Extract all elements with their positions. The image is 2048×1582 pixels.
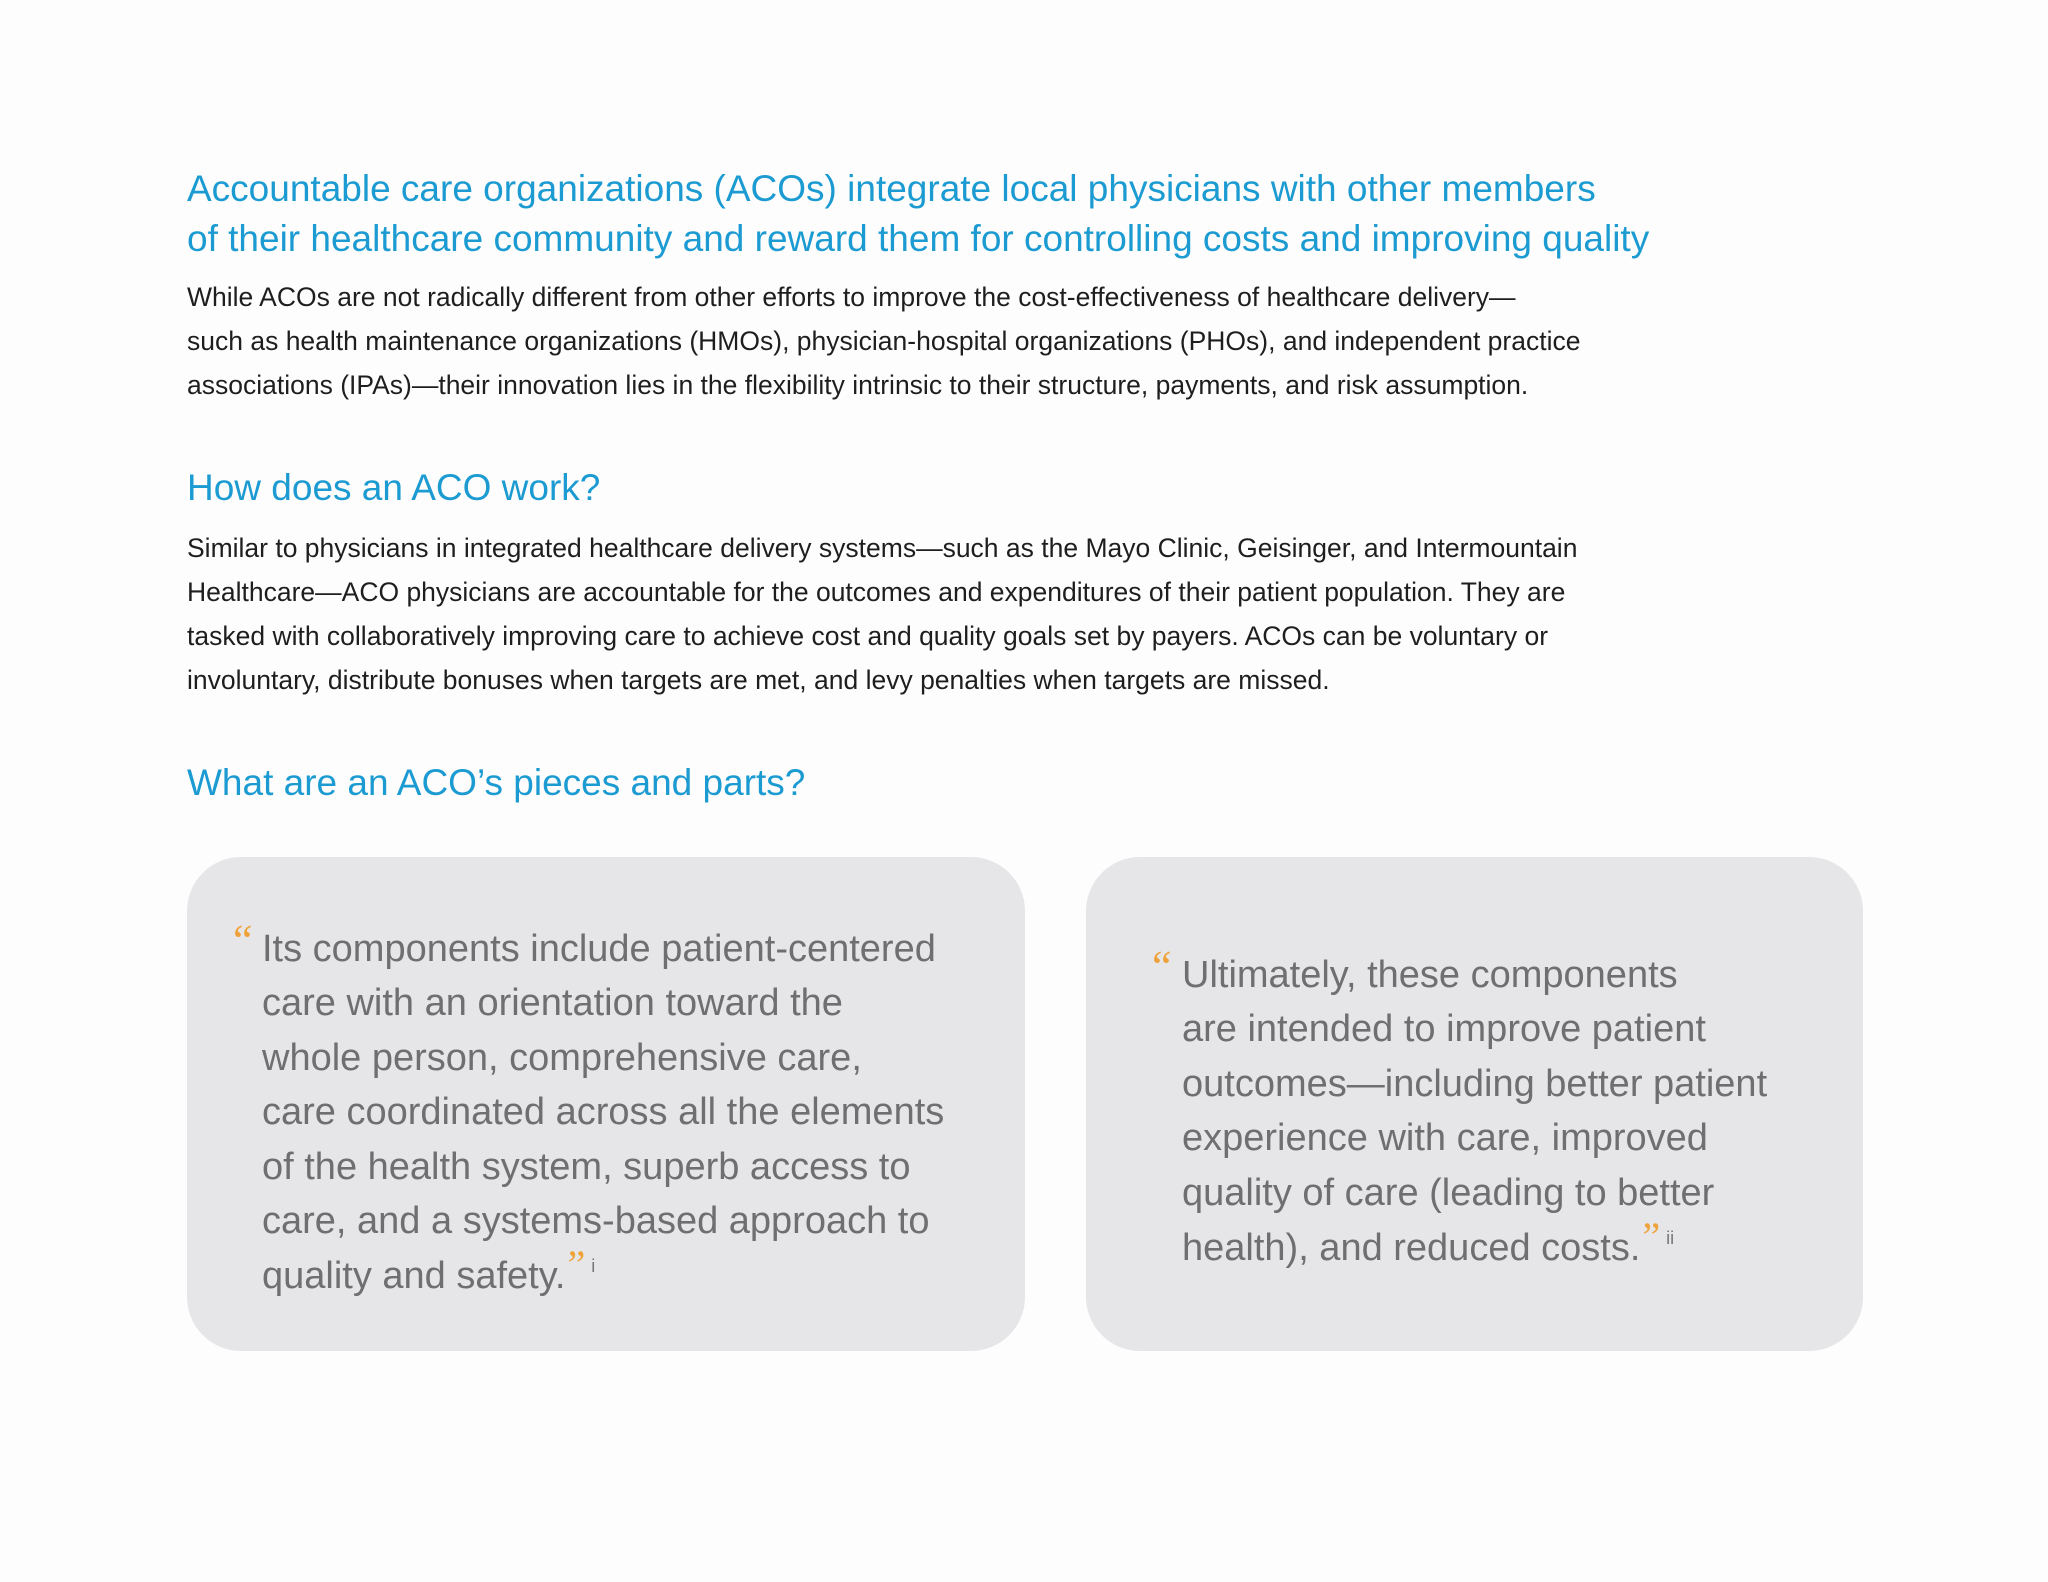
paragraph-line: While ACOs are not radically different from other efforts to improve the cost-effectiveness of healthcare delivery— <box>187 282 1516 312</box>
close-quote-mark: ” <box>1642 1214 1661 1260</box>
quote-line: quality and safety. <box>262 1255 566 1298</box>
quote-card-outcomes <box>1086 857 1863 1351</box>
quote-line: Ultimately, these components <box>1182 954 1678 996</box>
intro-paragraph <box>187 275 1580 407</box>
quote-line: care with an orientation toward the <box>262 982 843 1025</box>
paragraph-line: Similar to physicians in integrated healthcare delivery systems—such as the Mayo Clinic, Geisinger, and Intermountain <box>187 533 1578 563</box>
quote-line: Its components include patient-centered <box>262 928 936 970</box>
quote-text <box>1182 948 1767 1281</box>
how-paragraph <box>187 526 1577 702</box>
quote-text <box>262 922 944 1310</box>
section-heading-parts: What are an ACO’s pieces and parts? <box>187 762 806 803</box>
paragraph-line: tasked with collaboratively improving care to achieve cost and quality goals set by payers. ACOs can be voluntary or <box>187 621 1549 651</box>
quote-line: care, and a systems-based approach to <box>262 1200 930 1243</box>
quote-line: are intended to improve patient <box>1182 1008 1706 1051</box>
quote-line: experience with care, improved <box>1182 1117 1708 1160</box>
section-heading-how: How does an ACO work? <box>187 467 601 508</box>
headline-line: Accountable care organizations (ACOs) integrate local physicians with other members <box>187 168 1596 209</box>
quote-line: outcomes—including better patient <box>1182 1062 1768 1105</box>
quote-line: of the health system, superb access to <box>262 1145 911 1188</box>
paragraph-line: such as health maintenance organizations (HMOs), physician-hospital organizations (PHOs), and independent practice <box>187 326 1581 356</box>
quote-last-line <box>1182 1214 1767 1281</box>
open-quote-mark: “ <box>233 916 253 965</box>
quote-line: quality of care (leading to better <box>1182 1171 1715 1214</box>
close-quote-mark: ” <box>567 1242 586 1288</box>
quote-line: care coordinated across all the elements <box>262 1091 945 1134</box>
headline <box>187 164 1787 264</box>
quote-line: whole person, comprehensive care, <box>262 1036 862 1079</box>
quote-last-line <box>262 1242 944 1309</box>
footnote-reference: ii <box>1666 1228 1675 1249</box>
quote-card-components <box>187 857 1025 1351</box>
paragraph-line: involuntary, distribute bonuses when targets are met, and levy penalties when targets are missed. <box>187 665 1330 695</box>
open-quote-mark: “ <box>1152 942 1172 991</box>
quote-line: health), and reduced costs. <box>1182 1227 1641 1270</box>
paragraph-line: Healthcare—ACO physicians are accountable for the outcomes and expenditures of their patient population. They are <box>187 577 1566 607</box>
headline-line: of their healthcare community and reward them for controlling costs and improving quality <box>187 218 1650 259</box>
footnote-reference: i <box>591 1256 596 1277</box>
paragraph-line: associations (IPAs)—their innovation lies in the flexibility intrinsic to their structure, payments, and risk assumption. <box>187 370 1529 400</box>
